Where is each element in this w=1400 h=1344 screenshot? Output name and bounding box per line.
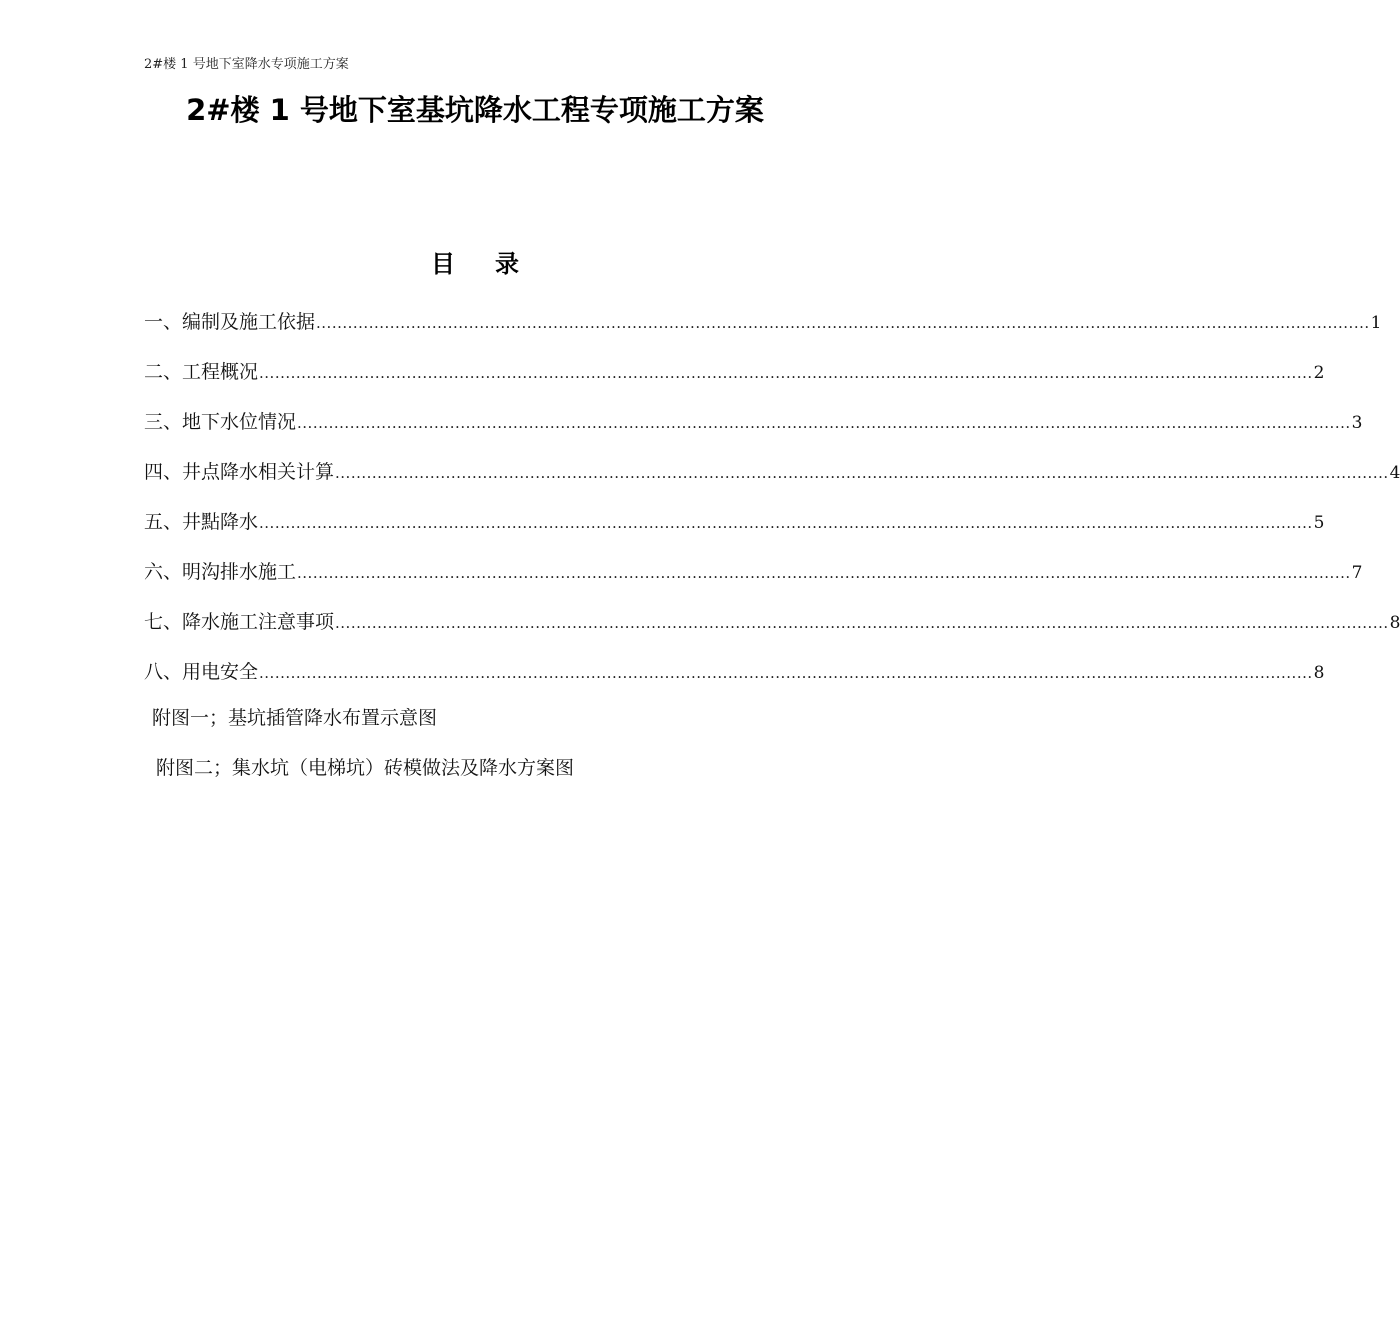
toc-leader-dots: ........................................................................................................................................................................................................ bbox=[335, 464, 1389, 482]
toc-item-6[interactable] bbox=[144, 554, 1363, 604]
toc-item-4[interactable] bbox=[144, 454, 1400, 504]
appendix-figure-1: 附图一；基坑插管降水布置示意图 bbox=[152, 707, 438, 729]
toc-item-8[interactable] bbox=[144, 654, 1325, 704]
toc-item-page: 7 bbox=[1351, 563, 1363, 583]
toc-heading: 目录 bbox=[431, 250, 559, 278]
toc-leader-dots: ........................................................................................................................................................................................................ bbox=[297, 564, 1351, 582]
toc-item-page: 1 bbox=[1370, 313, 1382, 333]
toc-item-page: 8 bbox=[1389, 613, 1400, 633]
toc-item-label: 一、编制及施工依据 bbox=[144, 311, 316, 333]
toc-leader-dots: ........................................................................................................................................................................................................ bbox=[259, 364, 1313, 382]
toc-item-label: 四、井点降水相关计算 bbox=[144, 461, 335, 483]
table-of-contents bbox=[144, 304, 1400, 704]
toc-item-3[interactable] bbox=[144, 404, 1363, 454]
toc-item-label: 六、明沟排水施工 bbox=[144, 561, 297, 583]
toc-item-page: 3 bbox=[1351, 413, 1363, 433]
toc-item-5[interactable] bbox=[144, 504, 1325, 554]
toc-item-7[interactable] bbox=[144, 604, 1400, 654]
document-title: 2#楼 1 号地下室基坑降水工程专项施工方案 bbox=[186, 93, 764, 127]
toc-item-page: 8 bbox=[1313, 663, 1325, 683]
toc-item-label: 八、用电安全 bbox=[144, 661, 259, 683]
toc-leader-dots: ........................................................................................................................................................................................................ bbox=[259, 514, 1313, 532]
toc-item-page: 5 bbox=[1313, 513, 1325, 533]
toc-item-label: 五、井點降水 bbox=[144, 511, 259, 533]
toc-leader-dots: ........................................................................................................................................................................................................ bbox=[297, 414, 1351, 432]
toc-item-page: 2 bbox=[1313, 363, 1325, 383]
toc-leader-dots: ........................................................................................................................................................................................................ bbox=[259, 664, 1313, 682]
toc-item-label: 三、地下水位情况 bbox=[144, 411, 297, 433]
toc-item-1[interactable] bbox=[144, 304, 1382, 354]
toc-item-page: 4 bbox=[1389, 463, 1400, 483]
toc-item-2[interactable] bbox=[144, 354, 1325, 404]
toc-item-label: 二、工程概况 bbox=[144, 361, 259, 383]
running-header: 2#楼 1 号地下室降水专项施工方案 bbox=[144, 57, 349, 72]
toc-leader-dots: ........................................................................................................................................................................................................ bbox=[335, 614, 1389, 632]
toc-leader-dots: ........................................................................................................................................................................................................ bbox=[316, 314, 1370, 332]
appendix-figure-2: 附图二；集水坑（电梯坑）砖模做法及降水方案图 bbox=[156, 757, 575, 779]
toc-item-label: 七、降水施工注意事项 bbox=[144, 611, 335, 633]
